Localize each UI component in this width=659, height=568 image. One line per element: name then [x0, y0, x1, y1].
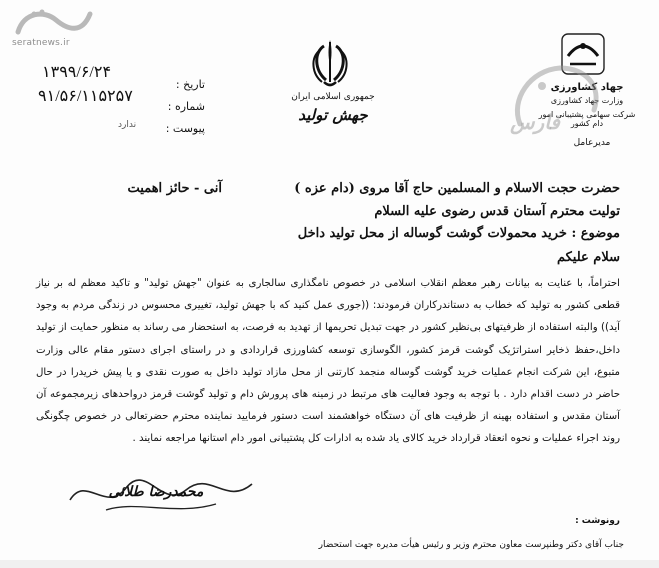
watermark-url: seratnews.ir: [12, 38, 70, 48]
number-value: ۹۱/۵۶/۱۱۵۲۵۷: [38, 88, 133, 105]
fars-watermark-text: فارس: [510, 110, 560, 134]
iran-emblem-icon: [306, 36, 354, 92]
addressee-line-1: حضرت حجت الاسلام و المسلمین حاج آقا مروی (دام عزه ): [294, 181, 620, 196]
date-label: تاریخ :: [175, 78, 205, 91]
attachment-value: ندارد: [118, 120, 137, 130]
page-bottom-edge: [0, 560, 659, 568]
greeting: سلام علیکم: [556, 250, 620, 265]
cc-recipient: جناب آقای دکتر وطنپرست معاون محترم وزیر و رئیس هیأت مدیره جهت استحضار: [318, 540, 624, 550]
org-logo-text: جهاد کشاورزی: [550, 82, 624, 93]
date-value: ۱۳۹۹/۶/۲۴: [42, 64, 112, 81]
header-labels: [155, 74, 205, 140]
addressee-line-2: تولیت محترم آستان قدس رضوی علیه السلام: [374, 204, 620, 219]
letter-body: احتراماً، با عنایت به بیانات رهبر معظم انقلاب اسلامی در خصوص نامگذاری سالجاری به عنوان "جهش تولید" و تاکید معظم له بر نیاز قطعی کشور به تولید که خطاب به دستاندرکاران فرمودند: ((جوری عمل کنید که با جهش تولید، تغییری محسوس در زندگی مردم به وجود آید)) والبته استفاده از ظرفیتهای بی‌نظیر کشور در جهت تبدیل تحریمها از تهدید به فرصت، به استحضار می رساند به منظور حمایت از تولید داخل،حفظ ذخایر استراتژیک گوشت قرمز کشور، الگوسازی توسعه کشاورزی قراردادی و در راستای اجرای دستور مقام عالی وزارت متبوع، این شرکت انجام عملیات خرید گوشت گوساله منجمد کارتنی از محل مازاد تولید داخل به صورت نقدی و یا پیش خریدرا در حال حاضر در دست اقدام دارد . با توجه به وجود فعالیت های مرتبط در زمینه های پرورش دام و تولید گوشت قرمز درواحدهای زیرمجموعه آن آستان مقدس و استفاده بهینه از ظرفیت های آن دستگاه خواهشمند است دستور فرمایید نماینده محترم حضرتعالی در خصوص چگونگی روند اجراء عملیات و نحوه انعقاد قرارداد خرید کالای یاد شده به ادارات کل پشتیبانی امور دام استانها مراجعه نمایند .: [36, 278, 620, 445]
letter-subject: موضوع : خرید محمولات گوشت گوساله از محل تولید داخل: [297, 226, 620, 241]
org-name-line-2: شرکت سهامی پشتیبانی امور دام کشور: [538, 110, 636, 128]
cc-label: رونوشت :: [575, 516, 620, 526]
org-name-line-3: مدیرعامل: [573, 138, 611, 148]
urgency-note: آنی - حائز اهمیت: [127, 181, 222, 196]
org-name-line-1: وزارت جهاد کشاورزی: [550, 96, 624, 105]
signatory-name: محمدرضا طلائی: [108, 484, 204, 500]
emblem-caption: جمهوری اسلامی ایران: [291, 92, 375, 102]
slogan: جهش تولید: [298, 106, 368, 124]
attachment-label: پیوست :: [165, 122, 205, 135]
number-label: شماره :: [167, 100, 205, 113]
